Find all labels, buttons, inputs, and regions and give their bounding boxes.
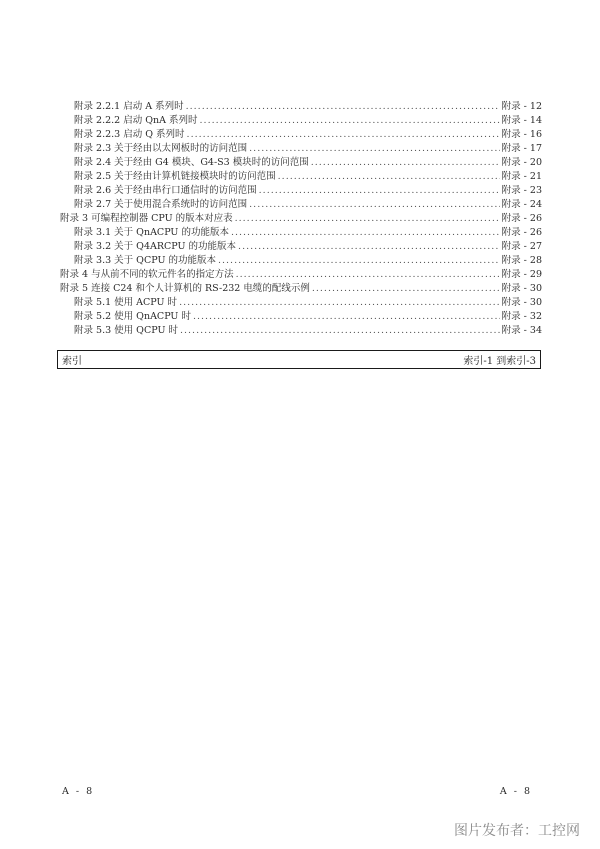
toc-entry[interactable]: [60, 142, 542, 156]
toc-entry-title: 附录 2.3 关于经由以太网板时的访问范围: [74, 143, 248, 154]
toc-entry-title: 附录 2.2.1 启动 A 系列时: [74, 101, 184, 112]
toc-leader-dots: [179, 296, 500, 310]
index-page-range: 索引-1 到索引-3: [463, 356, 536, 367]
toc-entry[interactable]: [60, 268, 542, 282]
toc-entry-page: 附录 - 28: [501, 255, 542, 266]
toc-entry[interactable]: [60, 310, 542, 324]
toc-leader-dots: [311, 156, 500, 170]
toc-leader-dots: [278, 170, 500, 184]
toc-entry[interactable]: [60, 100, 542, 114]
toc-entry-title: 附录 3.3 关于 QCPU 的功能版本: [74, 255, 216, 266]
toc-entry-page: 附录 - 12: [501, 101, 542, 112]
toc-entry-page: 附录 - 26: [501, 213, 542, 224]
index-title: 索引: [62, 356, 82, 367]
toc-entry-title: 附录 5.3 使用 QCPU 时: [74, 325, 178, 336]
toc-leader-dots: [180, 324, 500, 338]
toc-entry-page: 附录 - 23: [501, 185, 542, 196]
toc-leader-dots: [249, 198, 500, 212]
toc-entry-page: 附录 - 24: [501, 199, 542, 210]
toc-entry-title: 附录 2.2.2 启动 QnA 系列时: [74, 115, 198, 126]
toc-leader-dots: [200, 114, 500, 128]
toc-leader-dots: [231, 226, 500, 240]
toc-leader-dots: [236, 268, 500, 282]
toc-entry-page: 附录 - 30: [501, 297, 542, 308]
toc-leader-dots: [187, 128, 500, 142]
toc-leader-dots: [249, 142, 500, 156]
toc-entry[interactable]: [60, 170, 542, 184]
toc-leader-dots: [312, 282, 500, 296]
toc-entry-title: 附录 5.1 使用 ACPU 时: [74, 297, 178, 308]
toc-entry-title: 附录 2.6 关于经由串行口通信时的访问范围: [74, 185, 257, 196]
toc-entry-page: 附录 - 14: [501, 115, 542, 126]
toc-leader-dots: [259, 184, 500, 198]
toc-entry[interactable]: [60, 128, 542, 142]
toc-entry[interactable]: [60, 226, 542, 240]
toc-entry[interactable]: [60, 198, 542, 212]
toc-entry-page: 附录 - 21: [501, 171, 542, 182]
toc-leader-dots: [186, 100, 500, 114]
toc-entry[interactable]: [60, 296, 542, 310]
toc-entry-page: 附录 - 16: [501, 129, 542, 140]
toc-leader-dots: [218, 254, 500, 268]
toc-leader-dots: [193, 310, 500, 324]
toc-entry[interactable]: [60, 240, 542, 254]
table-of-contents: [60, 100, 542, 338]
publisher-watermark: 图片发布者：工控网: [454, 823, 580, 839]
toc-entry-page: 附录 - 20: [501, 157, 542, 168]
toc-entry[interactable]: [60, 254, 542, 268]
toc-entry[interactable]: [60, 282, 542, 296]
toc-entry-page: 附录 - 29: [501, 269, 542, 280]
toc-entry-page: 附录 - 27: [501, 241, 542, 252]
toc-entry-title: 附录 5.2 使用 QnACPU 时: [74, 311, 191, 322]
toc-entry-title: 附录 2.5 关于经由计算机链接模块时的访问范围: [74, 171, 276, 182]
toc-entry-title: 附录 3.2 关于 Q4ARCPU 的功能版本: [74, 241, 237, 252]
toc-entry-page: 附录 - 32: [501, 311, 542, 322]
toc-entry-page: 附录 - 34: [501, 325, 542, 336]
toc-entry-title: 附录 2.7 关于使用混合系统时的访问范围: [74, 199, 248, 210]
toc-entry-page: 附录 - 26: [501, 227, 542, 238]
toc-entry[interactable]: [60, 212, 542, 226]
toc-entry[interactable]: [60, 184, 542, 198]
toc-entry-page: 附录 - 17: [501, 143, 542, 154]
toc-entry-title: 附录 2.4 关于经由 G4 模块、G4-S3 模块时的访问范围: [74, 157, 309, 168]
toc-entry-title: 附录 2.2.3 启动 Q 系列时: [74, 129, 185, 140]
toc-entry[interactable]: [60, 324, 542, 338]
toc-entry-page: 附录 - 30: [501, 283, 542, 294]
index-entry-box[interactable]: [57, 350, 541, 369]
page-number-left: A - 8: [62, 786, 95, 797]
toc-entry-title: 附录 4 与从前不同的软元件名的指定方法: [60, 269, 234, 280]
toc-entry[interactable]: [60, 156, 542, 170]
toc-entry-title: 附录 3.1 关于 QnACPU 的功能版本: [74, 227, 229, 238]
toc-entry-title: 附录 5 连接 C24 和个人计算机的 RS-232 电缆的配线示例: [60, 283, 310, 294]
toc-entry-title: 附录 3 可编程控制器 CPU 的版本对应表: [60, 213, 233, 224]
toc-entry[interactable]: [60, 114, 542, 128]
page-number-right: A - 8: [499, 786, 532, 797]
toc-leader-dots: [235, 212, 500, 226]
toc-leader-dots: [238, 240, 500, 254]
